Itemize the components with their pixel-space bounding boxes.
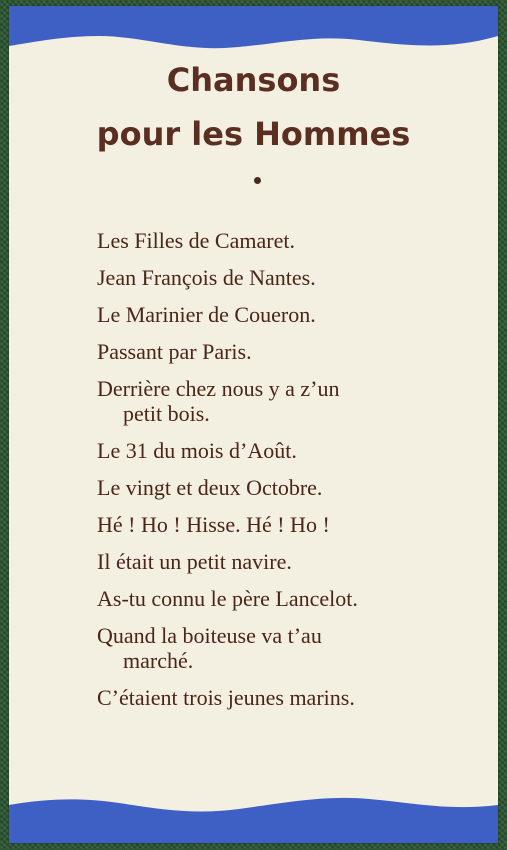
separator-dot xyxy=(254,177,261,184)
song-title: Passant par Paris. xyxy=(97,339,252,364)
title-line-1: Chansons xyxy=(166,61,341,99)
song-item xyxy=(97,265,427,290)
song-item xyxy=(97,228,427,253)
song-card xyxy=(9,6,498,843)
song-title-continuation: petit bois. xyxy=(123,401,210,426)
song-title: Le Marinier de Coueron. xyxy=(97,302,316,327)
song-title: Le 31 du mois d’Août. xyxy=(97,438,297,463)
song-item xyxy=(97,623,427,673)
song-item xyxy=(97,549,427,574)
song-list xyxy=(97,228,427,722)
song-title-continuation: marché. xyxy=(123,648,194,673)
song-title: Hé ! Ho ! Hisse. Hé ! Ho ! xyxy=(97,512,330,537)
song-item xyxy=(97,685,427,710)
song-title: Jean François de Nantes. xyxy=(97,265,316,290)
song-title: Quand la boiteuse va t’au xyxy=(97,623,322,648)
bottom-blue-wave xyxy=(9,791,498,843)
song-title: Le vingt et deux Octobre. xyxy=(97,475,323,500)
song-item xyxy=(97,586,427,611)
song-title: Il était un petit navire. xyxy=(97,549,292,574)
song-title: As-tu connu le père Lancelot. xyxy=(97,586,358,611)
song-item xyxy=(97,512,427,537)
song-item xyxy=(97,376,427,426)
title-line-2: pour les Hommes xyxy=(96,115,411,153)
top-blue-wave xyxy=(9,6,498,54)
song-title: C’étaient trois jeunes marins. xyxy=(97,685,355,710)
song-item xyxy=(97,302,427,327)
song-title: Derrière chez nous y a z’un xyxy=(97,376,340,401)
song-item xyxy=(97,475,427,500)
song-item xyxy=(97,438,427,463)
song-item xyxy=(97,339,427,364)
song-title: Les Filles de Camaret. xyxy=(97,228,295,253)
